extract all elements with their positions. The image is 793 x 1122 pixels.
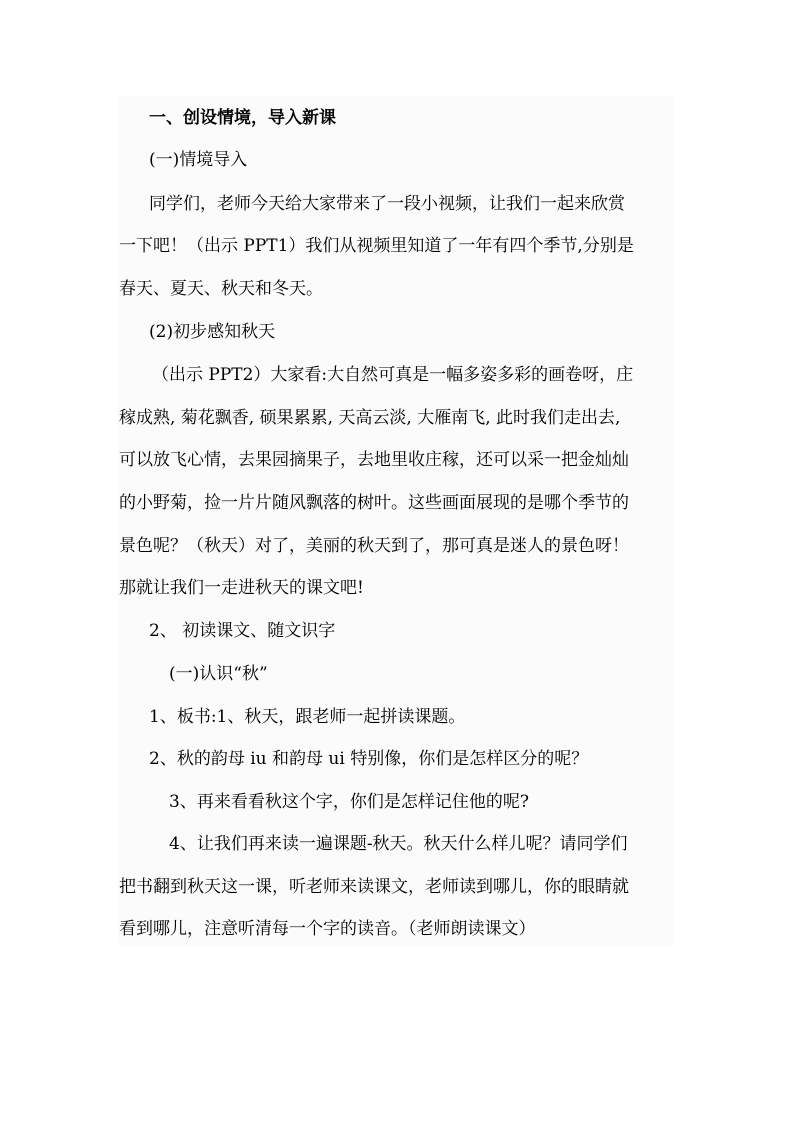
list-item: 1、板书:1、秋天，跟老师一起拼读课题。 [149,707,466,727]
paragraph-line: 看到哪儿，注意听清每一个字的读音。（老师朗读课文） [119,919,536,939]
paragraph-line: （出示 PPT2）大家看:大自然可真是一幅多姿多彩的画卷呀，庄 [152,365,634,385]
list-item: 3、再来看看秋这个字，你们是怎样记住他的呢? [169,792,529,812]
paragraph-line: 春天、夏天、秋天和冬天。 [119,279,323,299]
section-heading-2: 2、 初读课文、随文识字 [149,621,336,641]
subsection-heading-1: (一)情境导入 [149,150,248,170]
paragraph-line: 同学们，老师今天给大家带来了一段小视频，让我们一起来欣赏 [149,194,625,214]
subsection-heading-3: (一)认识“秋” [169,664,268,684]
paragraph-line: 把书翻到秋天这一课，听老师来读课文，老师读到哪儿，你的眼睛就 [119,877,629,897]
paragraph-line: 可以放飞心情，去果园摘果子，去地里收庄稼，还可以采一把金灿灿 [119,450,629,470]
subsection-heading-2: (2)初步感知秋天 [149,322,276,342]
list-item: 4、让我们再来读一遍课题-秋天。秋天什么样儿呢？请同学们 [169,834,628,854]
paragraph-line: 的小野菊，捡一片片随风飘落的树叶。这些画面展现的是哪个季节的 [119,493,629,513]
paragraph-line: 稼成熟, 菊花飘香, 硕果累累, 天高云淡, 大雁南飞, 此时我们走出去, [119,408,621,428]
section-heading-1: 一、创设情境，导入新课 [149,108,336,128]
paragraph-line: 景色呢？（秋天）对了，美丽的秋天到了，那可真是迷人的景色呀！ [119,536,629,556]
list-item: 2、秋的韵母 iu 和韵母 ui 特别像，你们是怎样区分的呢？ [149,749,589,769]
paragraph-line: 那就让我们一走进秋天的课文吧! [119,578,364,598]
document-text-block [118,96,674,945]
paragraph-line: 一下吧！（出示 PPT1）我们从视频里知道了一年有四个季节,分别是 [119,236,634,256]
